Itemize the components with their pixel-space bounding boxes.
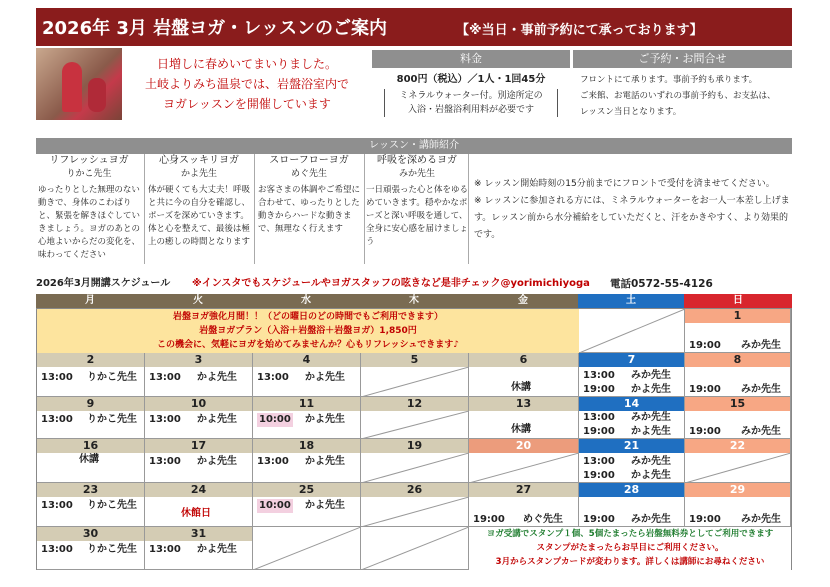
session-label: かよ先生 (305, 500, 345, 511)
session-label: 13:00 (149, 456, 181, 467)
cal-day-6 (469, 353, 579, 397)
day-number: 29 (729, 483, 746, 496)
lesson-teacher: みか先生 (398, 169, 435, 179)
cal-day-31 (145, 527, 253, 570)
price-note: ミネラルウォーター付。別途所定の (399, 91, 543, 101)
session-label: 10:00 (259, 500, 291, 511)
cal-day-30 (37, 527, 145, 570)
day-number: 6 (519, 353, 528, 366)
cal-day-25 (253, 483, 361, 527)
session-label: かよ先生 (631, 470, 671, 481)
cal-day-17 (145, 439, 253, 483)
session-label: 13:00 (257, 372, 289, 383)
promo-line: この機会に、気軽にヨガを始めてみませんか？心もリフレッシュできます♪ (156, 340, 460, 350)
cal-day-1 (685, 309, 791, 353)
day-number: 3 (194, 353, 203, 366)
day-number: 24 (190, 483, 207, 496)
day-number: 20 (515, 439, 532, 452)
lesson-notes (474, 176, 792, 244)
day-number: 19 (406, 439, 423, 452)
reservation-note: 【※当日・事前予約にて承っております】 (456, 23, 703, 38)
session-label: かよ先生 (305, 414, 345, 425)
lesson-desc: ゆったりとした無理のない動きで、身体のこわばりと、緊張を解きほぐしていきましょう。ヨガのあとの心地よいからだの変化を、味わってください (38, 185, 141, 260)
session-label: 13:00 (149, 372, 181, 383)
session-label: みか先生 (631, 514, 671, 525)
lesson-teacher: りかこ先生 (66, 169, 112, 179)
session-label: 13:00 (41, 544, 73, 555)
day-number: 12 (406, 397, 423, 410)
page-title: 2026年 3月 岩盤ヨガ・レッスンのご案内 (42, 18, 387, 39)
promo-box (37, 309, 579, 353)
session-label: 13:00 (41, 500, 73, 511)
reservation-header: ご予約・お問合せ (573, 50, 792, 68)
session-label: めぐ先生 (523, 514, 563, 525)
session-label: 13:00 (583, 370, 615, 381)
cal-day-9 (37, 397, 145, 439)
session-label: 13:00 (41, 372, 73, 383)
cal-day-13 (469, 397, 579, 439)
day-sat: 土 (578, 294, 684, 308)
intro-text (126, 54, 368, 114)
session-label: みか先生 (631, 370, 671, 381)
session-label: 10:00 (259, 414, 291, 425)
reservation-line: フロントにて承ります。事前予約も承ります。 (580, 75, 758, 85)
price-body (372, 68, 570, 124)
lesson-name: 呼吸を深めるヨガ (377, 155, 457, 166)
session-label: かよ先生 (305, 372, 345, 383)
session-label: かよ先生 (197, 372, 237, 383)
intro-line: ヨガレッスンを開催しています (163, 97, 331, 111)
session-label: りかこ先生 (87, 414, 137, 425)
session-label: 13:00 (583, 412, 615, 423)
day-number: 21 (623, 439, 640, 452)
session-label: 19:00 (583, 470, 615, 481)
day-number: 22 (729, 439, 746, 452)
session-label: みか先生 (741, 340, 781, 351)
title-bar (36, 8, 792, 46)
price-header: 料金 (372, 50, 570, 68)
cal-day-21 (579, 439, 685, 483)
day-tue: 火 (144, 294, 252, 308)
day-number: 26 (406, 483, 423, 496)
cal-day-20 (469, 439, 579, 483)
session-label: 19:00 (583, 426, 615, 437)
day-sun: 日 (684, 294, 792, 308)
session-label: かよ先生 (631, 384, 671, 395)
day-number: 5 (410, 353, 419, 366)
lesson-desc: お客さまの体調やご希望に合わせて、ゆったりとした動きからハードな動きまで、無理なく行えます (258, 185, 361, 234)
reservation-line: レッスン当日となります。 (580, 107, 682, 117)
day-number: 10 (190, 397, 207, 410)
lesson-name: スローフローヨガ (269, 155, 349, 166)
lesson-sukkiri (148, 154, 250, 268)
session-label: 19:00 (689, 340, 721, 351)
day-number: 14 (623, 397, 640, 410)
cal-day-2 (37, 353, 145, 397)
session-label: 13:00 (41, 414, 73, 425)
day-number: 11 (298, 397, 315, 410)
session-label: 休館日 (181, 508, 211, 519)
day-number: 2 (86, 353, 95, 366)
schedule-title: 2026年3月開講スケジュール (36, 278, 171, 289)
yoga-photo (36, 48, 122, 120)
price-note: 入浴・岩盤浴利用料が必要です (407, 105, 534, 115)
phone-number: 電話0572-55-4126 (610, 278, 713, 290)
session-label: 19:00 (689, 514, 721, 525)
cal-day-11 (253, 397, 361, 439)
session-label: 19:00 (689, 384, 721, 395)
day-wed: 水 (252, 294, 360, 308)
intro-line: 日増しに春めいてまいりました。 (156, 57, 337, 71)
promo-line: 岩盤ヨガプラン（入浴＋岩盤浴＋岩盤ヨガ）1,850円 (199, 326, 417, 336)
lesson-teacher: かよ先生 (180, 169, 217, 179)
session-label: みか先生 (631, 456, 671, 467)
session-label: みか先生 (741, 384, 781, 395)
cal-day-10 (145, 397, 253, 439)
cal-day-14 (579, 397, 685, 439)
lesson-name: 心身スッキリヨガ (159, 155, 239, 166)
session-label: りかこ先生 (87, 372, 137, 383)
note-line: ※ レッスン開始時刻の15分前までにフロントで受付を済ませてください。 (474, 179, 775, 189)
cal-day-7 (579, 353, 685, 397)
lesson-desc: 一日頑張った心と体をゆるめていきます。穏やかなポーズと深い呼吸を通して、全身に安心感を届けましょう (366, 185, 469, 247)
reservation-line: ご来館、お電話のいずれの事前予約も、お支払は、 (580, 91, 776, 101)
note-line: ※ レッスンに参加される方には、ミネラルウォーターをお一人一本差し上げます。レッスン前から水分補給をしていただくと、汗をかきやすく、より効果的です。 (474, 196, 790, 240)
cal-day-16 (37, 439, 145, 483)
cal-day-19 (361, 439, 469, 483)
price-line: 800円（税込）／1人・1回45分 (396, 74, 546, 85)
session-label: みか先生 (741, 426, 781, 437)
lesson-slowflow (258, 154, 360, 268)
session-label: りかこ先生 (87, 500, 137, 511)
day-number: 9 (86, 397, 95, 410)
day-number: 8 (733, 353, 742, 366)
session-label: かよ先生 (631, 426, 671, 437)
session-label: 19:00 (473, 514, 505, 525)
footer-line: ヨガ受講でスタンプ１個、5個たまったら岩盤無料券としてご利用できます (486, 529, 774, 539)
session-label: みか先生 (631, 412, 671, 423)
session-label: 13:00 (149, 544, 181, 555)
lesson-teacher: めぐ先生 (290, 169, 327, 179)
lesson-refresh (38, 154, 140, 268)
cal-day-sat-empty (579, 309, 685, 353)
session-label: 19:00 (689, 426, 721, 437)
day-number: 15 (729, 397, 746, 410)
cal-day-26 (361, 483, 469, 527)
cal-day-8 (685, 353, 791, 397)
cal-day-4 (253, 353, 361, 397)
day-mon: 月 (36, 294, 144, 308)
cal-day-27 (469, 483, 579, 527)
session-label: かよ先生 (305, 456, 345, 467)
day-number: 18 (298, 439, 315, 452)
schedule-calendar (36, 308, 792, 570)
day-number: 7 (627, 353, 636, 366)
session-label: 休講 (511, 382, 531, 393)
cal-day-22 (685, 439, 791, 483)
session-label: 13:00 (583, 456, 615, 467)
day-number: 30 (82, 527, 99, 540)
cal-day-15 (685, 397, 791, 439)
intro-line: 土岐よりみち温泉では、岩盤浴室内で (144, 77, 349, 91)
footer-line: スタンプがたまったらお早目にご利用ください。 (536, 543, 724, 553)
cal-day-3 (145, 353, 253, 397)
lesson-desc: 体が硬くても大丈夫！呼吸と共に今の自分を確認し、ポーズを深めていきます。体と心を整えて、最後は極上の癒しの時間となります (148, 185, 251, 247)
cal-day-empty (361, 527, 469, 570)
instagram-note: ※インスタでもスケジュールやヨガスタッフの呟きなど是非チェック@yorimichiyoga (192, 278, 590, 289)
reservation-body (580, 72, 790, 120)
session-label: かよ先生 (197, 544, 237, 555)
day-number: 27 (515, 483, 532, 496)
session-label: りかこ先生 (87, 544, 137, 555)
cal-day-24 (145, 483, 253, 527)
session-label: 19:00 (583, 514, 615, 525)
day-number: 23 (82, 483, 99, 496)
stamp-card-note (469, 527, 791, 570)
cal-day-empty (253, 527, 361, 570)
cal-day-28 (579, 483, 685, 527)
cal-day-23 (37, 483, 145, 527)
day-number: 17 (190, 439, 207, 452)
cal-day-12 (361, 397, 469, 439)
day-number: 16 (82, 439, 99, 452)
footer-line: 3月からスタンプカードが変わります。詳しくは講師にお尋ねください (495, 557, 765, 567)
day-number: 31 (190, 527, 207, 540)
day-number: 13 (515, 397, 532, 410)
lesson-name: リフレッシュヨガ (49, 155, 129, 166)
session-label: 休講 (79, 454, 99, 465)
cal-day-29 (685, 483, 791, 527)
day-thu: 木 (360, 294, 468, 308)
lesson-breath (366, 154, 468, 268)
cal-day-5 (361, 353, 469, 397)
session-label: 19:00 (583, 384, 615, 395)
session-label: かよ先生 (197, 456, 237, 467)
day-number: 25 (298, 483, 315, 496)
session-label: かよ先生 (197, 414, 237, 425)
day-number: 4 (302, 353, 311, 366)
cal-day-18 (253, 439, 361, 483)
session-label: 休講 (511, 424, 531, 435)
day-number: 28 (623, 483, 640, 496)
day-number: 1 (733, 309, 742, 322)
day-fri: 金 (468, 294, 578, 308)
session-label: 13:00 (257, 456, 289, 467)
lessons-header: レッスン・講師紹介 (36, 138, 792, 154)
promo-line: 岩盤ヨガ強化月間！！（どの曜日のどの時間でもご利用できます） (172, 312, 443, 322)
session-label: 13:00 (149, 414, 181, 425)
session-label: みか先生 (741, 514, 781, 525)
